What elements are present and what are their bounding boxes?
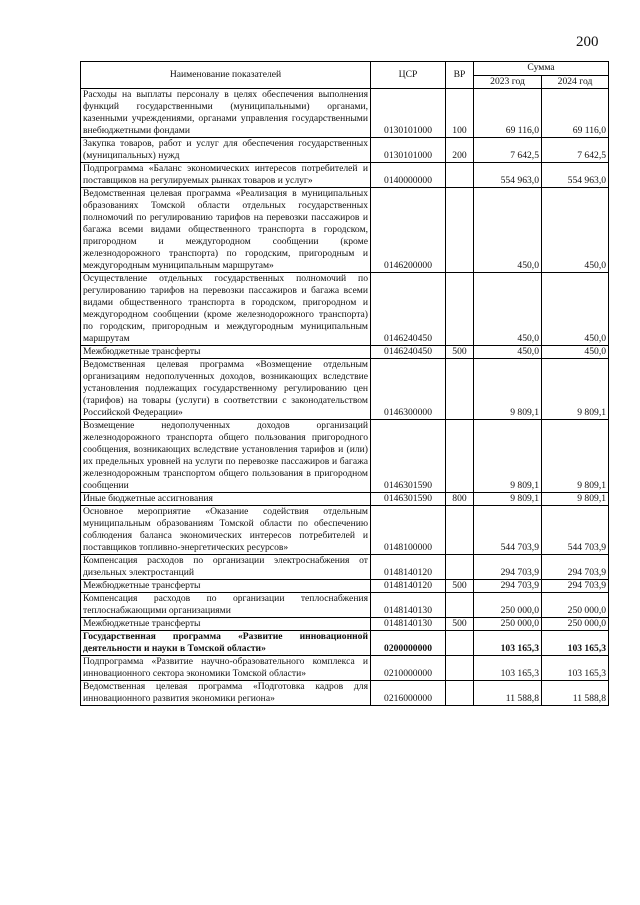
row-sum-2024: 544 703,9 bbox=[542, 506, 609, 555]
row-csr: 0140000000 bbox=[371, 163, 446, 188]
row-csr: 0146300000 bbox=[371, 359, 446, 420]
row-vr: 500 bbox=[446, 346, 474, 359]
header-2024: 2024 год bbox=[542, 75, 609, 89]
table-row bbox=[81, 420, 609, 493]
row-vr bbox=[446, 163, 474, 188]
row-name: Подпрограмма «Баланс экономических интересов потребителей и поставщиков на регулируемых рынках товаров и услуг» bbox=[81, 163, 371, 188]
table-row bbox=[81, 656, 609, 681]
row-vr: 200 bbox=[446, 138, 474, 163]
row-sum-2024: 11 588,8 bbox=[542, 681, 609, 706]
table-row bbox=[81, 555, 609, 580]
page-number: 200 bbox=[576, 34, 599, 50]
row-csr: 0148140120 bbox=[371, 555, 446, 580]
row-csr: 0130101000 bbox=[371, 89, 446, 138]
row-csr: 0146240450 bbox=[371, 346, 446, 359]
row-sum-2023: 294 703,9 bbox=[474, 555, 542, 580]
row-name: Закупка товаров, работ и услуг для обеспечения государственных (муниципальных) нужд bbox=[81, 138, 371, 163]
row-vr: 800 bbox=[446, 493, 474, 506]
row-csr: 0148140130 bbox=[371, 618, 446, 631]
row-csr: 0146301590 bbox=[371, 493, 446, 506]
header-vr: ВР bbox=[446, 62, 474, 89]
row-name: Межбюджетные трансферты bbox=[81, 346, 371, 359]
row-vr: 500 bbox=[446, 618, 474, 631]
row-sum-2024: 103 165,3 bbox=[542, 631, 609, 656]
row-name: Возмещение недополученных доходов организаций железнодорожного транспорта общего пользования пригородного сообщения, возникающих вследствие установления тарифов и (или) их предельных уровней на услуги по перевозке пассажиров и багажа железнодорожным транспортом общего пользования в пригородном сообщении bbox=[81, 420, 371, 493]
row-csr: 0216000000 bbox=[371, 681, 446, 706]
table-row bbox=[81, 359, 609, 420]
row-csr: 0148140120 bbox=[371, 580, 446, 593]
budget-table bbox=[80, 61, 609, 706]
table-row bbox=[81, 593, 609, 618]
row-sum-2024: 250 000,0 bbox=[542, 593, 609, 618]
table-header-row bbox=[81, 62, 609, 76]
table-row bbox=[81, 681, 609, 706]
row-sum-2023: 9 809,1 bbox=[474, 493, 542, 506]
row-vr bbox=[446, 420, 474, 493]
row-sum-2024: 103 165,3 bbox=[542, 656, 609, 681]
row-name: Ведомственная целевая программа «Возмещение отдельным организациям недополученных доходов, возникающих вследствие установления подлежащих государственному регулированию цен (тарифов) на товары (услуги) в соответствии с законодательством Российской Федерации» bbox=[81, 359, 371, 420]
row-sum-2024: 554 963,0 bbox=[542, 163, 609, 188]
table-row bbox=[81, 89, 609, 138]
row-sum-2023: 103 165,3 bbox=[474, 631, 542, 656]
table-row bbox=[81, 273, 609, 346]
row-sum-2024: 450,0 bbox=[542, 188, 609, 273]
row-name: Компенсация расходов по организации электроснабжения от дизельных электростанций bbox=[81, 555, 371, 580]
table-row bbox=[81, 493, 609, 506]
table-row bbox=[81, 346, 609, 359]
row-sum-2023: 294 703,9 bbox=[474, 580, 542, 593]
header-csr: ЦСР bbox=[371, 62, 446, 89]
row-sum-2024: 9 809,1 bbox=[542, 420, 609, 493]
row-sum-2023: 450,0 bbox=[474, 346, 542, 359]
table-row bbox=[81, 188, 609, 273]
row-csr: 0210000000 bbox=[371, 656, 446, 681]
row-csr: 0200000000 bbox=[371, 631, 446, 656]
table-row bbox=[81, 618, 609, 631]
row-name: Ведомственная целевая программа «Подготовка кадров для инновационного развития экономики региона» bbox=[81, 681, 371, 706]
row-csr: 0148140130 bbox=[371, 593, 446, 618]
row-vr bbox=[446, 506, 474, 555]
header-name: Наименование показателей bbox=[81, 62, 371, 89]
row-sum-2023: 103 165,3 bbox=[474, 656, 542, 681]
row-sum-2023: 7 642,5 bbox=[474, 138, 542, 163]
row-name: Государственная программа «Развитие инновационной деятельности и науки в Томской области» bbox=[81, 631, 371, 656]
row-sum-2023: 554 963,0 bbox=[474, 163, 542, 188]
row-vr bbox=[446, 273, 474, 346]
row-sum-2023: 9 809,1 bbox=[474, 359, 542, 420]
row-name: Подпрограмма «Развитие научно-образовательного комплекса и инновационного сектора экономики Томской области» bbox=[81, 656, 371, 681]
row-sum-2023: 544 703,9 bbox=[474, 506, 542, 555]
row-vr bbox=[446, 188, 474, 273]
row-name: Основное мероприятие «Оказание содействия отдельным муниципальным образованиям Томской области по обеспечению соблюдения баланса экономических интересов потребителей и поставщиков топливно-энергетических ресурсов» bbox=[81, 506, 371, 555]
row-vr: 500 bbox=[446, 580, 474, 593]
row-name: Ведомственная целевая программа «Реализация в муниципальных образованиях Томской области отдельных государственных полномочий по регулированию тарифов на перевозки пассажиров и багажа всеми видами общественного транспорта в городском, пригородном и междугородном сообщении (кроме железнодорожного транспорта) по городским, пригородным и междугородным муниципальным маршрутам» bbox=[81, 188, 371, 273]
row-csr: 0146200000 bbox=[371, 188, 446, 273]
row-name: Осуществление отдельных государственных полномочий по регулированию тарифов на перевозки пассажиров и багажа всеми видами общественного транспорта в городском, пригородном и междугородном сообщении (кроме железнодорожного транспорта) по городским, пригородным и междугородным муниципальным маршрутам bbox=[81, 273, 371, 346]
row-sum-2024: 450,0 bbox=[542, 346, 609, 359]
row-vr bbox=[446, 631, 474, 656]
table-row bbox=[81, 138, 609, 163]
row-sum-2023: 450,0 bbox=[474, 188, 542, 273]
row-sum-2023: 9 809,1 bbox=[474, 420, 542, 493]
table-row bbox=[81, 163, 609, 188]
row-vr bbox=[446, 656, 474, 681]
row-name: Расходы на выплаты персоналу в целях обеспечения выполнения функций государственными (муниципальными) органами, казенными учреждениями, органами управления государственными внебюджетными фондами bbox=[81, 89, 371, 138]
row-vr bbox=[446, 359, 474, 420]
header-sum: Сумма bbox=[474, 62, 609, 76]
row-csr: 0146301590 bbox=[371, 420, 446, 493]
row-sum-2023: 69 116,0 bbox=[474, 89, 542, 138]
row-name: Межбюджетные трансферты bbox=[81, 618, 371, 631]
row-vr: 100 bbox=[446, 89, 474, 138]
table-row bbox=[81, 580, 609, 593]
row-sum-2024: 450,0 bbox=[542, 273, 609, 346]
row-csr: 0148100000 bbox=[371, 506, 446, 555]
table-row bbox=[81, 506, 609, 555]
row-vr bbox=[446, 555, 474, 580]
row-csr: 0130101000 bbox=[371, 138, 446, 163]
row-sum-2024: 9 809,1 bbox=[542, 493, 609, 506]
row-sum-2024: 294 703,9 bbox=[542, 555, 609, 580]
row-sum-2024: 69 116,0 bbox=[542, 89, 609, 138]
row-sum-2023: 250 000,0 bbox=[474, 593, 542, 618]
row-sum-2024: 7 642,5 bbox=[542, 138, 609, 163]
row-sum-2023: 11 588,8 bbox=[474, 681, 542, 706]
table-row bbox=[81, 631, 609, 656]
row-name: Компенсация расходов по организации теплоснабжения теплоснабжающими организациями bbox=[81, 593, 371, 618]
row-name: Межбюджетные трансферты bbox=[81, 580, 371, 593]
row-sum-2024: 9 809,1 bbox=[542, 359, 609, 420]
row-name: Иные бюджетные ассигнования bbox=[81, 493, 371, 506]
header-2023: 2023 год bbox=[474, 75, 542, 89]
row-sum-2024: 294 703,9 bbox=[542, 580, 609, 593]
row-sum-2023: 450,0 bbox=[474, 273, 542, 346]
row-sum-2023: 250 000,0 bbox=[474, 618, 542, 631]
row-vr bbox=[446, 593, 474, 618]
row-csr: 0146240450 bbox=[371, 273, 446, 346]
row-vr bbox=[446, 681, 474, 706]
row-sum-2024: 250 000,0 bbox=[542, 618, 609, 631]
